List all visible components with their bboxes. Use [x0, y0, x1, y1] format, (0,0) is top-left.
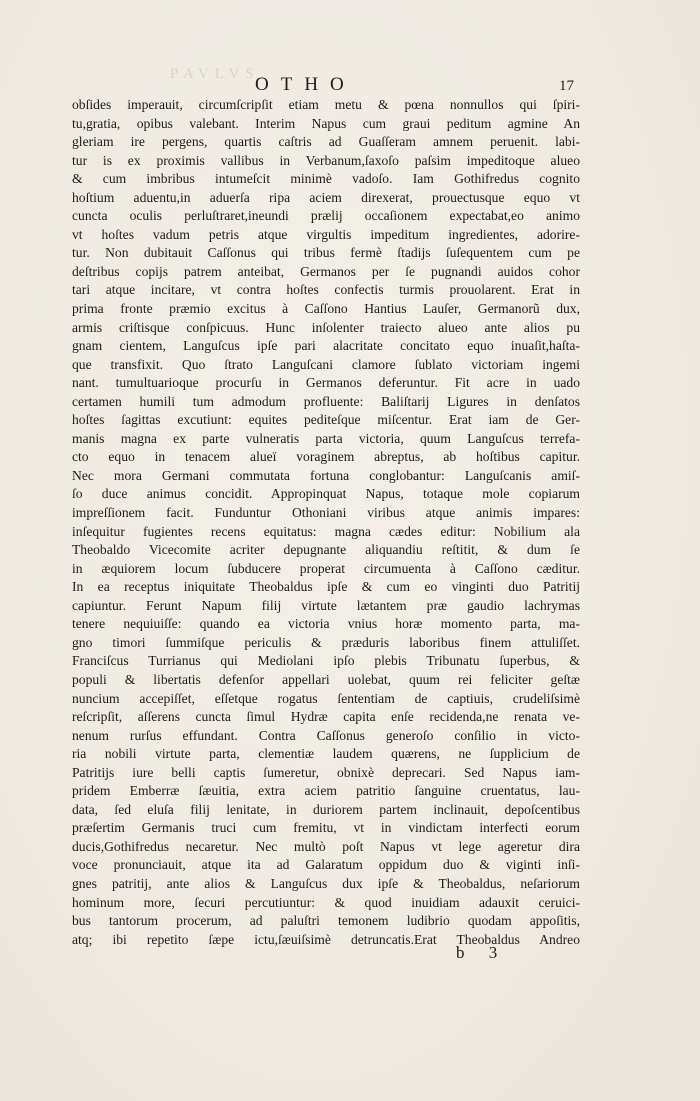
text-line: tari atque incitare, vt contra hoſtes confectis turmis prouolarent. Erat in: [72, 282, 580, 298]
body-text: [72, 96, 580, 949]
text-line: tur is ex proximis vallibus in Verbanum,ſaxoſo paſsim impeditoque alueo: [72, 152, 580, 168]
text-line: obſides imperauit, circumſcripſit etiam metu & pœna nonnullos qui ſpiri-: [72, 97, 580, 112]
text-line: hominum more, ſecuri percutiuntur: & quod inuidiam adauxit ceruici-: [72, 894, 580, 910]
text-line: gno timori ſummiſque periculis & præduris laboribus finem attuliſſet.: [72, 634, 580, 650]
text-line: armis criſtisque conſpicuus. Hunc inſolenter traiecto alueo ante alios pu: [72, 319, 580, 335]
text-line: Nec mora Germani commutata fortuna conglobantur: Languſcanis amiſ-: [72, 467, 580, 483]
text-line: ſo duce animus concidit. Appropinquat Napus, totaque mole copiarum: [72, 486, 580, 502]
text-line: gnam cientem, Languſcus ipſe pari alacritate concitato equo inuaſit,haſta-: [72, 338, 580, 354]
text-line: & cum imbribus intumeſcit minimè vadoſo. Iam Gothifredus cognito: [72, 171, 580, 187]
text-line: ria nobili virtute parta, clementiæ laudem quærens, ne ſupplicium de: [72, 746, 580, 762]
text-line: In ea receptus iniquitate Theobaldus ipſe & cum eo vinginti duo Patritij: [72, 579, 580, 595]
text-line: pridem Emberræ ſæuitia, extra aciem patritio ſanguine cruentatus, lau-: [72, 783, 580, 799]
text-line: que transfixit. Quo ſtrato Languſcani clamore ſublato victoriam ingemi: [72, 356, 580, 372]
text-line: tur. Non dubitauit Caſſonus qui tribus fermè ſtadijs ſuſequentem cum pe: [72, 245, 580, 261]
text-line: hoſtes ſagittas excutiunt: equites pediteſque miſcentur. Erat iam de Ger-: [72, 412, 580, 428]
page-number: 17: [559, 78, 574, 94]
running-head: OTHO: [255, 74, 356, 95]
text-line: data, ſed eluſa filij lenitate, in duriorem partem inclinauit, depoſcentibus: [72, 801, 580, 817]
text-line: cuncta oculis perluſtraret,ineundi prælij occaſionem expectabat,eo animo: [72, 208, 580, 224]
text-line: capiuntur. Ferunt Napum filij virtute lætantem præ gaudio lachrymas: [72, 597, 580, 613]
text-line: deſtribus copijs patrem anteibat, Germanos per ſe pugnandi auidos cohor: [72, 263, 580, 279]
text-line: gleriam ire pergens, quartis caſtris ad Guaſſeram amnem peruenit. labi-: [72, 134, 580, 150]
text-line: Theobaldo Vicecomite acriter depugnante aliquandiu reſtitit, & dum ſe: [72, 542, 580, 558]
text-line: vt hoſtes vadum petris atque virgultis impeditum ingredientes, adorire-: [72, 226, 580, 242]
text-line: certamen humili tum admodum profluente: Baliſtarij Ligures in denſatos: [72, 393, 580, 409]
text-line: gnes patritij, ante alios & Languſcus dux ipſe & Theobaldus, neſariorum: [72, 875, 580, 891]
text-line: tu,gratia, opibus valebant. Interim Napus cum graui peditum agmine An: [72, 115, 580, 131]
text-line: Patritijs iure belli captis ſumeretur, obnixè deprecari. Sed Napus iam-: [72, 764, 580, 780]
text-line: ducis,Gothifredus necaretur. Nec multò poſt Napus vt lege ageretur dira: [72, 838, 580, 854]
text-line: manis magna ex parte vulneratis parta victoria, quum Languſcus terrefa-: [72, 430, 580, 446]
text-line: populi & libertatis defenſor appellari uolebat, quum rei feliciter geſtæ: [72, 671, 580, 687]
text-line: in æquiorem locum ſubducere properat circumuenta à Caſſono cæditur.: [72, 560, 580, 576]
text-line: nenum rurſus effundant. Contra Caſſonus generoſo conſilio in victo-: [72, 727, 580, 743]
text-line: hoſtium aduentu,in aduerſa ripa aciem direxerat, prouectusque equo vt: [72, 189, 580, 205]
text-line: impreſſionem facit. Funduntur Othoniani viribus atque animis impares:: [72, 505, 580, 521]
text-line: cto equo in tenacem alueï voraginem abreptus, ab hoſtibus capitur.: [72, 449, 580, 465]
text-line: tenere nequiuiſſe: quando ea victoria vnius horæ momento parta, ma-: [72, 616, 580, 632]
text-line: atq; ibi repetito ſæpe ictu,ſæuiſsimè detruncatis.Erat Theobaldus Andreo: [72, 931, 580, 947]
text-line: voce pronunciauit, atque ita ad Galaratum oppidum duo & viginti inſi-: [72, 857, 580, 873]
text-line: inſequitur fugientes recens equitatus: magna cædes editur: Nobilium ala: [72, 523, 580, 539]
text-line: prima fronte præmio excitus à Caſſono Hantius Lauſer, Germanorũ dux,: [72, 301, 580, 317]
text-line: nuncium accepiſſet, eſſetque rogatus ſententiam de captiuis, crudeliſsimè: [72, 690, 580, 706]
show-through-heading: PAVLVS: [170, 66, 260, 82]
text-line: Franciſcus Turrianus qui Mediolani ipſo plebis Tribunatu ſuperbus, &: [72, 653, 580, 669]
text-line: reſcripſit, aſſerens cuncta ſimul Hydræ capita enſe recidenda,ne renata ve-: [72, 709, 580, 725]
text-line: præſertim Germanis truci cum fremitu, vt in vindictam interfecti eorum: [72, 820, 580, 836]
text-line: nant. tumultuarioque procurſu in Germanos deferuntur. Fit acre in uado: [72, 375, 580, 391]
text-line: bus tantorum procerum, ad paluſtri temonem ludibrio quodam appoſitis,: [72, 913, 580, 929]
signature-mark: b 3: [456, 943, 508, 962]
